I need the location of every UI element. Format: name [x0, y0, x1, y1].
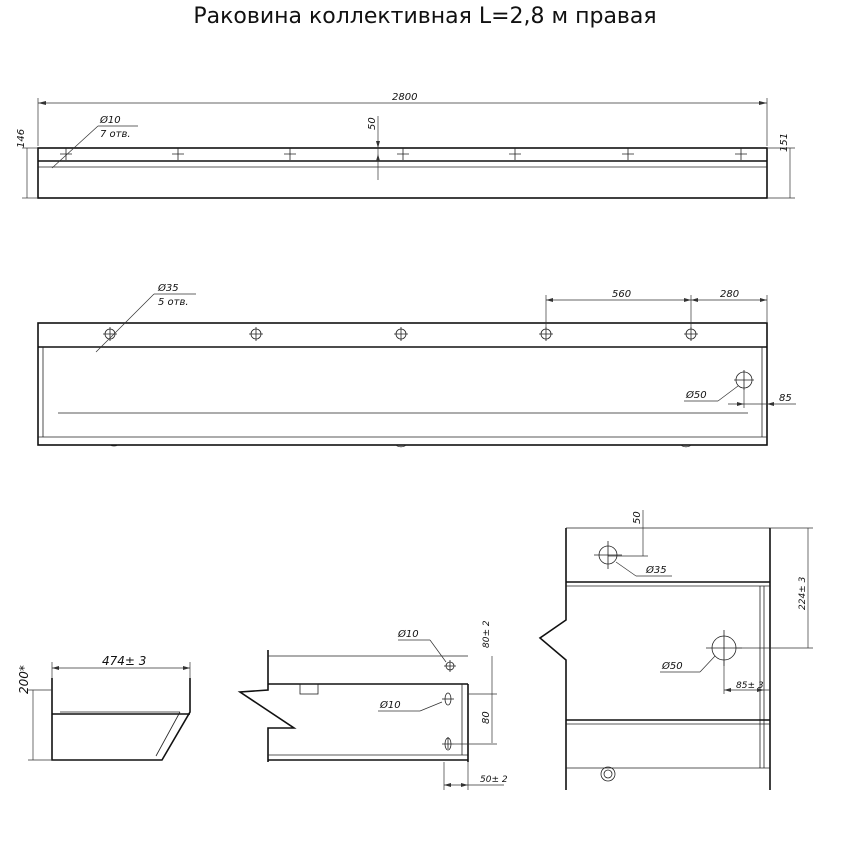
detail-dim-bottom: 50± 2: [480, 775, 508, 785]
hole-count-label: 7 отв.: [100, 129, 131, 140]
detail-dim-top: 80± 2: [482, 620, 492, 648]
pitch-label: 560: [612, 289, 632, 300]
detail-left: [240, 620, 508, 790]
top-view: [16, 92, 795, 198]
section-view: [17, 654, 190, 760]
drawing-title: Раковина коллективная L=2,8 м правая: [193, 4, 657, 29]
detail-right: [540, 510, 813, 790]
front-hole-dia: Ø35: [158, 283, 179, 294]
front-view: [38, 282, 796, 447]
hole-dia-label: Ø10: [100, 115, 121, 126]
right-height-label: 151: [779, 132, 790, 152]
right-offset: 85± 3: [736, 681, 764, 691]
edge-label: 280: [720, 289, 740, 300]
detail-dim-mid: 80: [481, 711, 492, 724]
section-width: 474± 3: [102, 654, 147, 668]
drain-offset-label: 85: [779, 393, 792, 404]
right-height: 224± 3: [798, 576, 808, 610]
right-drain: Ø50: [662, 661, 683, 672]
section-height: 200*: [17, 665, 31, 694]
detail-hole-top: Ø10: [398, 629, 419, 640]
front-hole-count: 5 отв.: [158, 297, 189, 308]
right-dim-top: 50: [632, 511, 643, 524]
left-height-label: 146: [16, 128, 27, 148]
drain-dia-label: Ø50: [686, 390, 707, 401]
right-hole-top: Ø35: [646, 565, 667, 576]
hole-offset-label: 50: [367, 117, 378, 130]
length-dimension: 2800: [392, 92, 418, 103]
detail-hole-side: Ø10: [380, 700, 401, 711]
